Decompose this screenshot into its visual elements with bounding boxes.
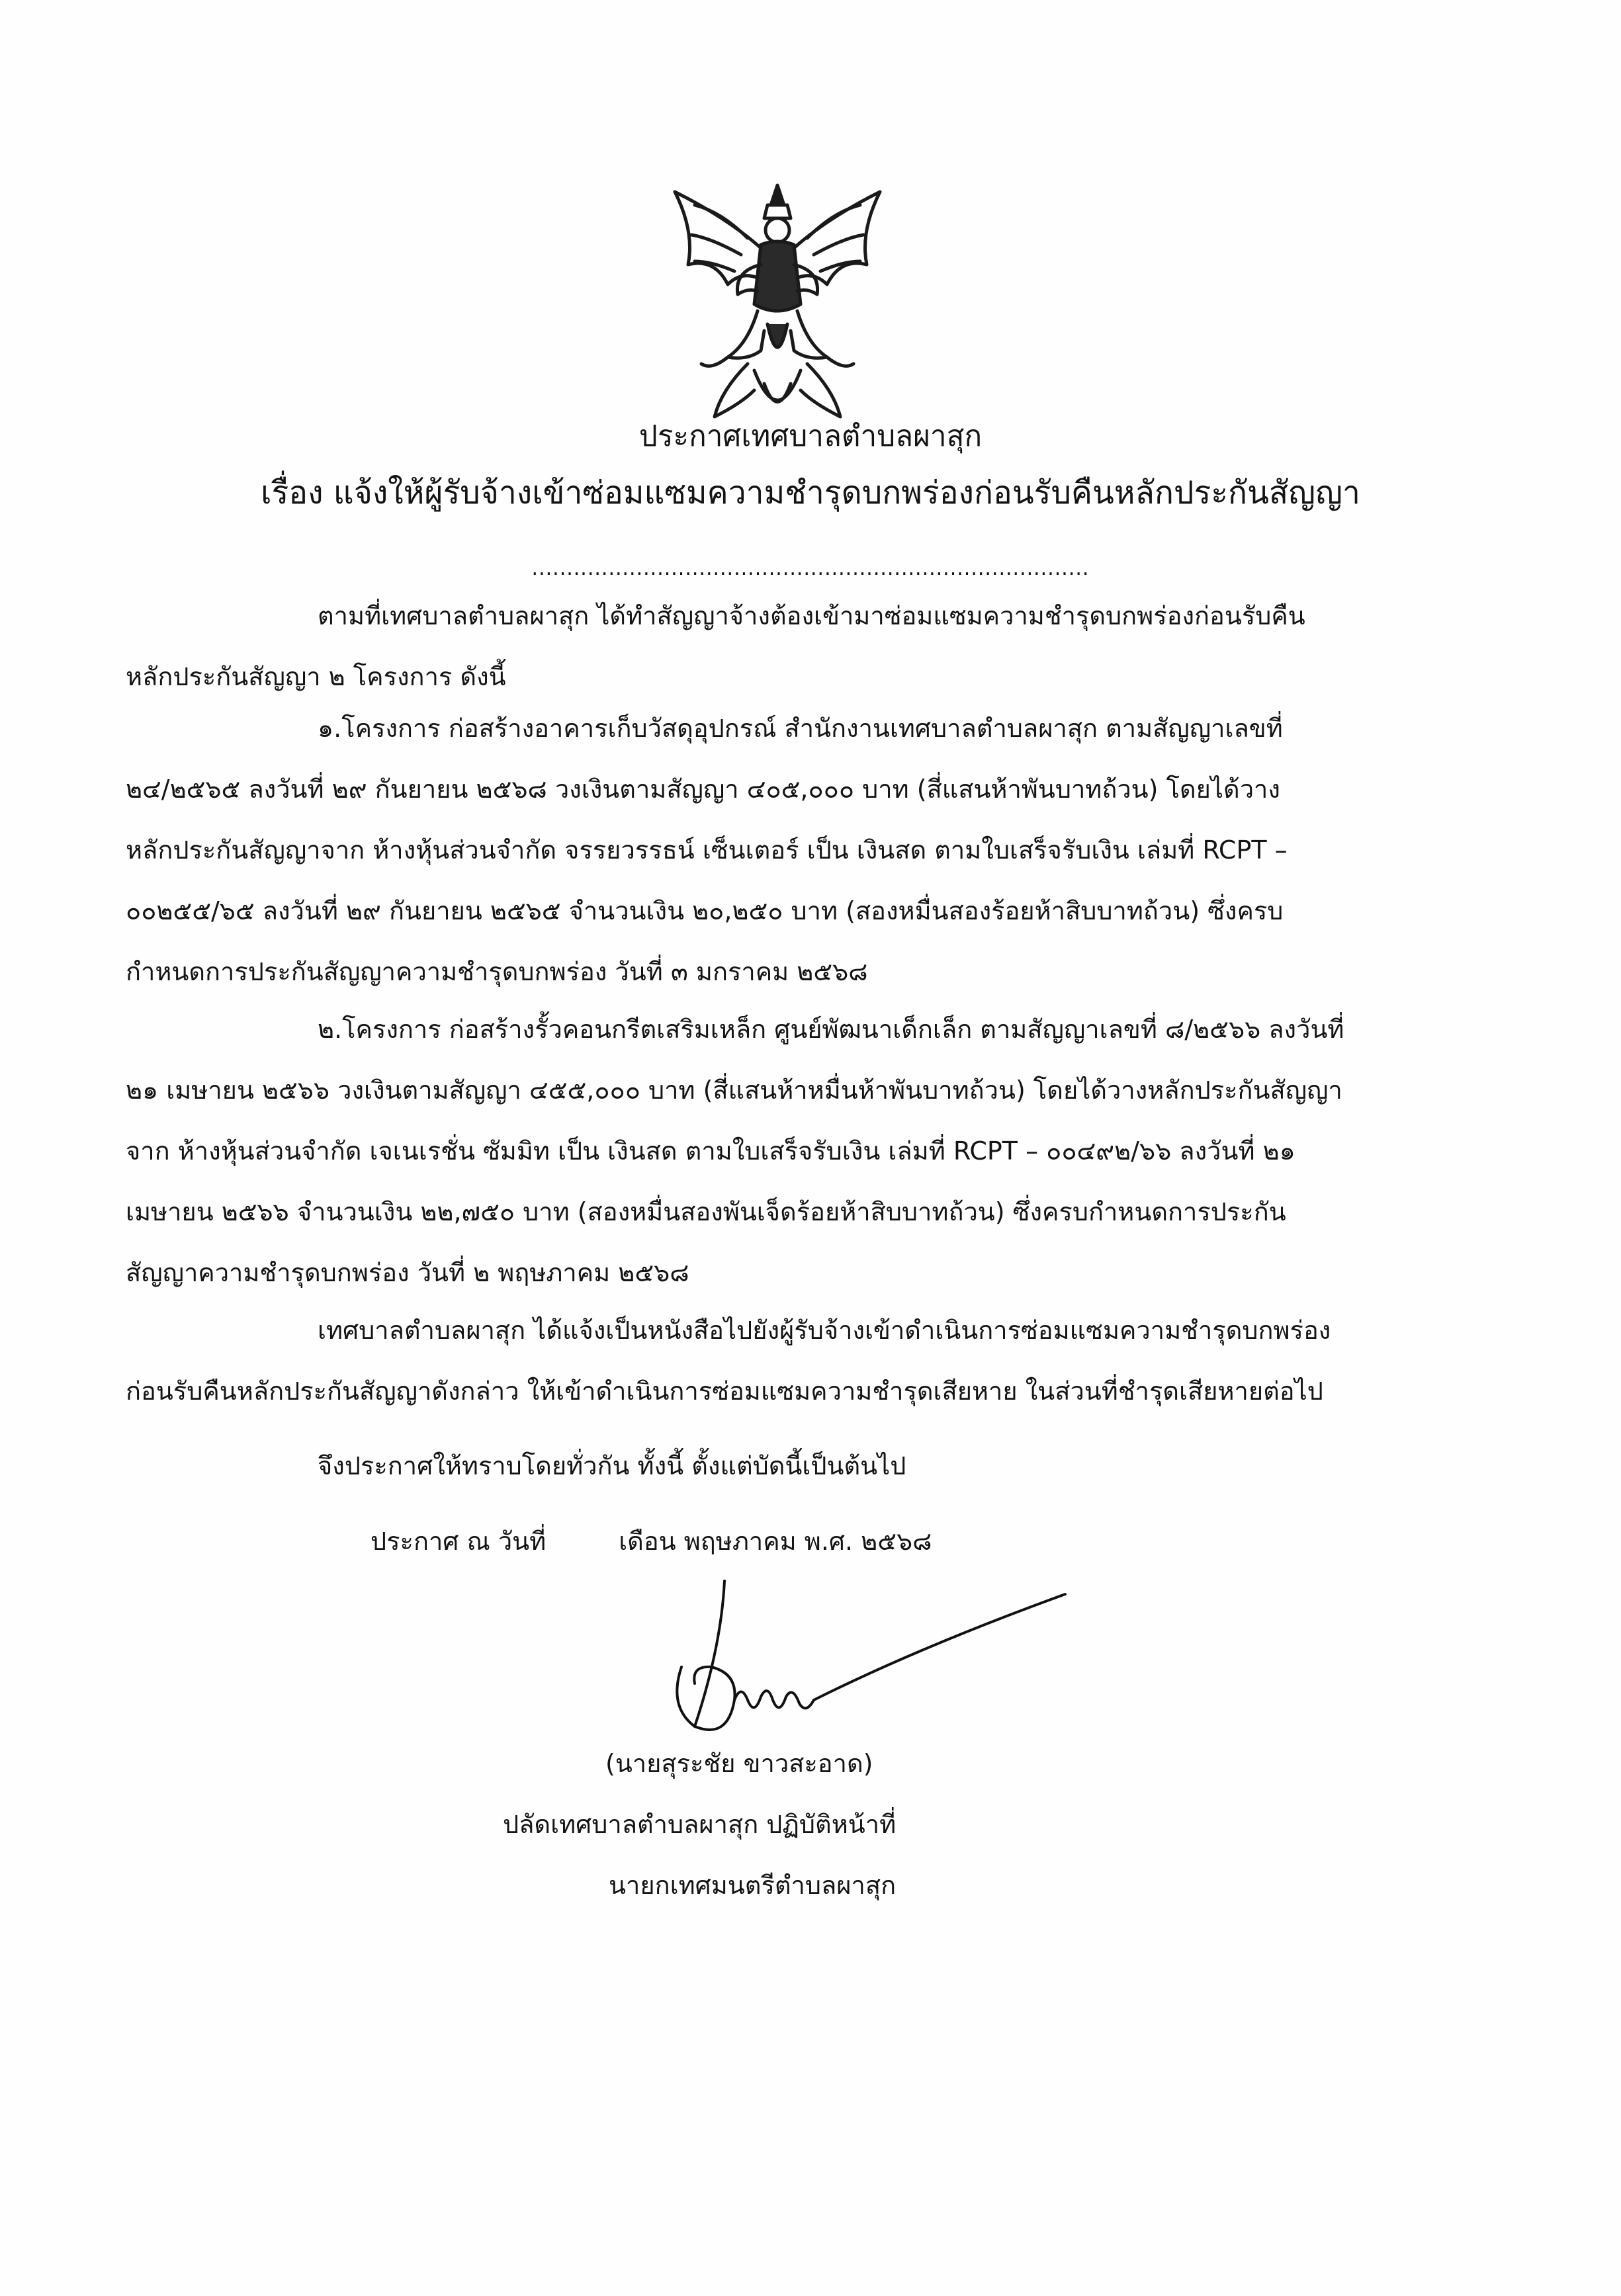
project-1-line: ๐๐๒๕๕/๖๕ ลงวันที่ ๒๙ กันยายน ๒๕๖๕ จำนวนเงิน ๒๐,๒๕๐ บาท (สองหมื่นสองร้อยห้าสิบบาทถ้วน) ซึ่งครบ	[126, 896, 1284, 925]
project-2-line: ๒๑ เมษายน ๒๕๖๖ วงเงินตามสัญญา ๔๕๕,๐๐๐ บาท (สี่แสนห้าหมื่นห้าพันบาทถ้วน) โดยได้วางหลักประกันสัญญา	[126, 1076, 1342, 1105]
notice-paragraph	[126, 1300, 1423, 1422]
signer-acting-position: นายกเทศมนตรีตำบลผาสุก	[609, 1871, 897, 1900]
project-2-paragraph	[126, 999, 1423, 1303]
project-1-line: กำหนดการประกันสัญญาความชำรุดบกพร่อง วันที่ ๓ มกราคม ๒๕๖๘	[126, 957, 868, 986]
project-2-line: เมษายน ๒๕๖๖ จำนวนเงิน ๒๒,๗๕๐ บาท (สองหมื่นสองพันเจ็ดร้อยห้าสิบบาทถ้วน) ซึ่งครบกำหนดการประกัน	[126, 1197, 1286, 1226]
project-1-line: ๒๔/๒๕๖๕ ลงวันที่ ๒๙ กันยายน ๒๕๖๘ วงเงินตามสัญญา ๔๐๕,๐๐๐ บาท (สี่แสนห้าพันบาทถ้วน) โดยได้วาง	[126, 775, 1280, 804]
project-1-line: ๑.โครงการ ก่อสร้างอาคารเก็บวัสดุอุปกรณ์ สำนักงานเทศบาลตำบลผาสุก ตามสัญญาเลขที่	[318, 714, 1283, 743]
announce-date-prefix: ประกาศ ณ วันที่	[371, 1527, 547, 1556]
intro-line: หลักประกันสัญญา ๒ โครงการ ดังนี้	[126, 662, 506, 691]
title-divider: ................................................................................	[531, 557, 1090, 580]
project-2-line: สัญญาความชำรุดบกพร่อง วันที่ ๒ พฤษภาคม ๒๕๖๘	[126, 1258, 689, 1287]
project-1-line: หลักประกันสัญญาจาก ห้างหุ้นส่วนจำกัด จรรยวรรธน์ เซ็นเตอร์ เป็น เงินสด ตามใบเสร็จรับเงิน เล่มที่ RCPT –	[126, 835, 1288, 865]
announcement-subject: เรื่อง แจ้งให้ผู้รับจ้างเข้าซ่อมแซมความชำรุดบกพร่องก่อนรับคืนหลักประกันสัญญา	[261, 474, 1360, 511]
notice-line: เทศบาลตำบลผาสุก ได้แจ้งเป็นหนังสือไปยังผู้รับจ้างเข้าดำเนินการซ่อมแซมความชำรุดบกพร่อง	[318, 1316, 1331, 1345]
signer-position: ปลัดเทศบาลตำบลผาสุก ปฏิบัติหน้าที่	[503, 1810, 897, 1839]
announce-date-month-year: เดือน พฤษภาคม พ.ศ. ๒๕๖๘	[619, 1527, 932, 1556]
garuda-emblem-icon	[648, 172, 906, 437]
closing-line: จึงประกาศให้ทราบโดยทั่วกัน ทั้งนี้ ตั้งแต่บัดนี้เป็นต้นไป	[318, 1451, 906, 1480]
intro-paragraph	[126, 585, 1423, 707]
intro-line: ตามที่เทศบาลตำบลผาสุก ได้ทำสัญญาจ้างต้องเข้ามาซ่อมแซมความชำรุดบกพร่องก่อนรับคืน	[318, 601, 1305, 630]
project-1-paragraph	[126, 698, 1423, 1002]
notice-line: ก่อนรับคืนหลักประกันสัญญาดังกล่าว ให้เข้าดำเนินการซ่อมแซมความชำรุดเสียหาย ในส่วนที่ชำรุดเสียหายต่อไป	[126, 1377, 1323, 1406]
project-2-line: ๒.โครงการ ก่อสร้างรั้วคอนกรีตเสริมเหล็ก ศูนย์พัฒนาเด็กเล็ก ตามสัญญาเลขที่ ๘/๒๕๖๖ ลงวันที่	[318, 1015, 1344, 1044]
closing-paragraph	[126, 1435, 1423, 1496]
project-2-line: จาก ห้างหุ้นส่วนจำกัด เจเนเรชั่น ซัมมิท เป็น เงินสด ตามใบเสร็จรับเงิน เล่มที่ RCPT – ๐๐๔๙๒/๖๖ ลงวันที่ ๒๑	[126, 1136, 1295, 1166]
announcement-title: ประกาศเทศบาลตำบลผาสุก	[638, 419, 983, 453]
announce-date	[371, 1515, 932, 1568]
signer-name: (นายสุระชัย ขาวสะอาด)	[605, 1749, 873, 1778]
signature-block	[503, 1733, 1072, 1916]
